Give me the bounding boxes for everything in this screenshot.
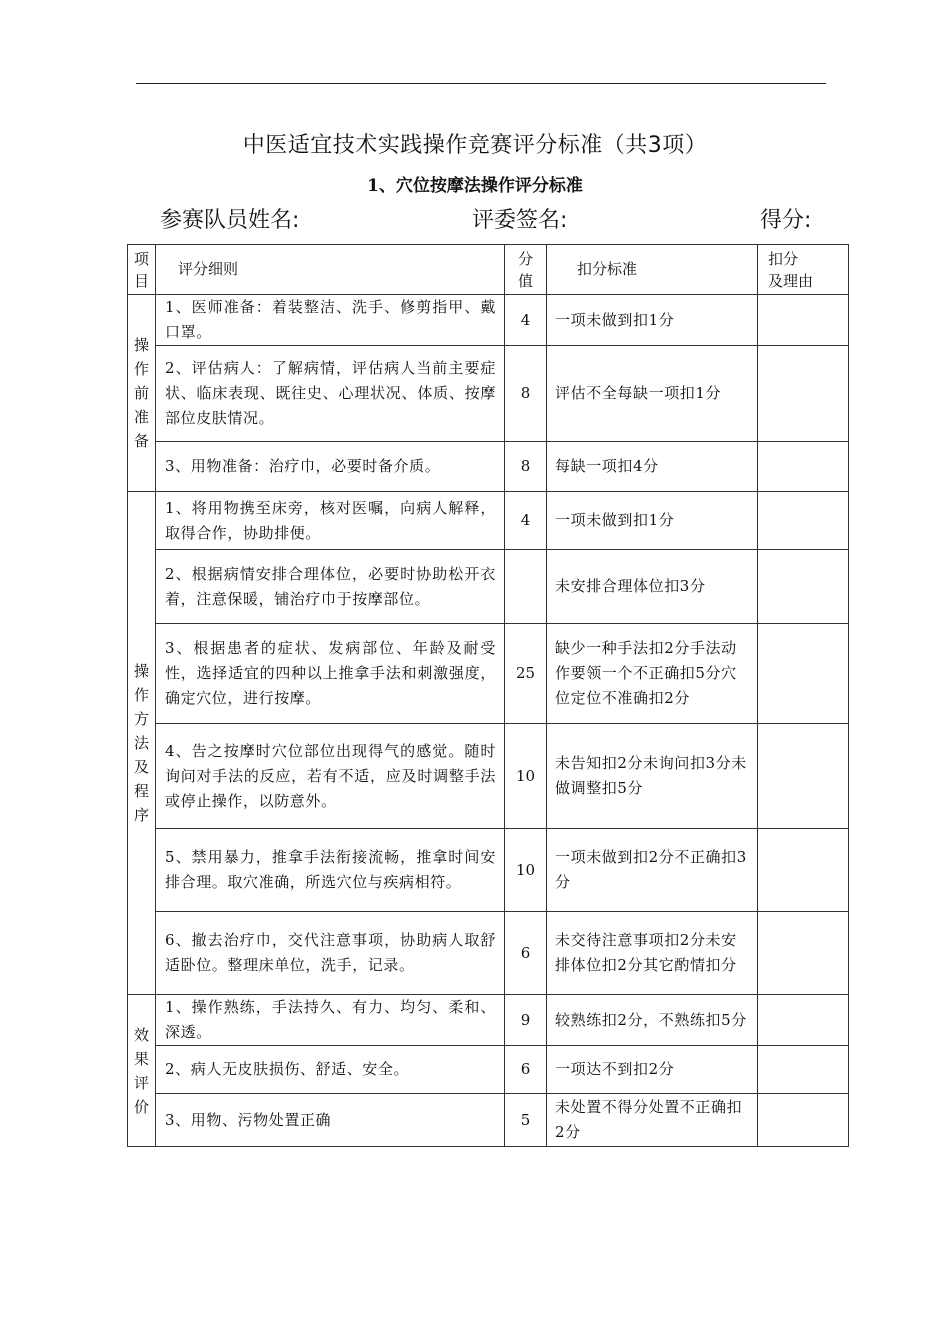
- score-value: 5: [505, 1094, 547, 1147]
- category-label: 操作前准备: [133, 336, 149, 450]
- score-label: 得分:: [760, 208, 812, 233]
- score-value: 4: [505, 295, 547, 346]
- score-value: 8: [505, 346, 547, 442]
- deduction-reason-cell[interactable]: [758, 829, 849, 912]
- deduction-standard: 一项达不到扣2分: [547, 1046, 758, 1094]
- deduction-reason-cell[interactable]: [758, 995, 849, 1046]
- deduction-reason-cell[interactable]: [758, 1094, 849, 1147]
- criteria-detail: 2、根据病情安排合理体位，必要时协助松开衣着，注意保暖，铺治疗巾于按摩部位。: [156, 550, 505, 624]
- criteria-detail: 5、禁用暴力，推拿手法衔接流畅，推拿时间安排合理。取穴准确，所选穴位与疾病相符。: [156, 829, 505, 912]
- deduction-reason-cell[interactable]: [758, 724, 849, 829]
- criteria-detail: 1、将用物携至床旁，核对医嘱，向病人解释，取得合作，协助排便。: [156, 492, 505, 550]
- score-value: 10: [505, 829, 547, 912]
- deduction-standard: 一项未做到扣1分: [547, 492, 758, 550]
- deduction-standard: 一项未做到扣1分: [547, 295, 758, 346]
- score-value: [505, 550, 547, 624]
- deduction-standard: 较熟练扣2分，不熟练扣5分: [547, 995, 758, 1046]
- category-cell: [128, 295, 156, 492]
- category-cell: [128, 995, 156, 1147]
- table-row: [128, 1094, 849, 1147]
- deduction-reason-cell[interactable]: [758, 346, 849, 442]
- criteria-detail: 1、医师准备：着装整洁、洗手、修剪指甲、戴口罩。: [156, 295, 505, 346]
- table-row: [128, 346, 849, 442]
- criteria-detail: 1、操作熟练，手法持久、有力、均匀、柔和、深透。: [156, 995, 505, 1046]
- header-deduct: 扣分标准: [547, 245, 758, 295]
- table-header-row: [128, 245, 849, 295]
- contestant-name-label: 参赛队员姓名:: [160, 208, 300, 233]
- table-row: [128, 295, 849, 346]
- criteria-detail: 6、撤去治疗巾，交代注意事项，协助病人取舒适卧位。整理床单位，洗手，记录。: [156, 912, 505, 995]
- score-value: 6: [505, 1046, 547, 1094]
- table-row: [128, 912, 849, 995]
- deduction-reason-cell[interactable]: [758, 1046, 849, 1094]
- judge-signature-label: 评委签名:: [472, 208, 568, 233]
- score-value: 10: [505, 724, 547, 829]
- criteria-detail: 4、告之按摩时穴位部位出现得气的感觉。随时询问对手法的反应，若有不适，应及时调整手法或停止操作，以防意外。: [156, 724, 505, 829]
- table-row: [128, 492, 849, 550]
- header-rule: [136, 83, 826, 84]
- header-detail: 评分细则: [156, 245, 505, 295]
- deduction-standard: 评估不全每缺一项扣1分: [547, 346, 758, 442]
- deduction-standard: 缺少一种手法扣2分手法动作要领一个不正确扣5分穴位定位不准确扣2分: [547, 624, 758, 724]
- table-row: [128, 995, 849, 1046]
- criteria-detail: 3、根据患者的症状、发病部位、年龄及耐受性，选择适宜的四种以上推拿手法和刺激强度，确定穴位，进行按摩。: [156, 624, 505, 724]
- criteria-detail: 2、病人无皮肤损伤、舒适、安全。: [156, 1046, 505, 1094]
- score-value: 4: [505, 492, 547, 550]
- table-row: [128, 1046, 849, 1094]
- deduction-standard: 未告知扣2分未询问扣3分未做调整扣5分: [547, 724, 758, 829]
- score-value: 8: [505, 442, 547, 492]
- deduction-reason-cell[interactable]: [758, 492, 849, 550]
- deduction-standard: 每缺一项扣4分: [547, 442, 758, 492]
- score-value: 6: [505, 912, 547, 995]
- table-row: [128, 624, 849, 724]
- category-cell: [128, 492, 156, 995]
- category-label: 效果评价: [133, 1025, 149, 1116]
- table-row: [128, 442, 849, 492]
- deduction-standard: 一项未做到扣2分不正确扣3分: [547, 829, 758, 912]
- category-label: 操作方法及程序: [133, 662, 149, 824]
- table-row: [128, 724, 849, 829]
- header-score: 分 值: [505, 245, 547, 295]
- criteria-detail: 3、用物准备：治疗巾，必要时备介质。: [156, 442, 505, 492]
- header-reason: 扣分 及理由: [758, 245, 849, 295]
- deduction-standard: 未处置不得分处置不正确扣2分: [547, 1094, 758, 1147]
- deduction-reason-cell[interactable]: [758, 624, 849, 724]
- deduction-reason-cell[interactable]: [758, 912, 849, 995]
- criteria-detail: 2、评估病人：了解病情，评估病人当前主要症状、临床表现、既往史、心理状况、体质、按摩部位皮肤情况。: [156, 346, 505, 442]
- document-subtitle: 1、穴位按摩法操作评分标准: [367, 176, 583, 196]
- deduction-standard: 未安排合理体位扣3分: [547, 550, 758, 624]
- criteria-detail: 3、用物、污物处置正确: [156, 1094, 505, 1147]
- deduction-reason-cell[interactable]: [758, 295, 849, 346]
- table-row: [128, 550, 849, 624]
- score-value: 9: [505, 995, 547, 1046]
- header-item: 项 目: [128, 245, 156, 295]
- score-value: 25: [505, 624, 547, 724]
- document-title: 中医适宜技术实践操作竞赛评分标准（共3项）: [242, 133, 708, 158]
- deduction-reason-cell[interactable]: [758, 550, 849, 624]
- deduction-standard: 未交待注意事项扣2分未安排体位扣2分其它酌情扣分: [547, 912, 758, 995]
- deduction-reason-cell[interactable]: [758, 442, 849, 492]
- table-row: [128, 829, 849, 912]
- scoring-table: [127, 244, 849, 1147]
